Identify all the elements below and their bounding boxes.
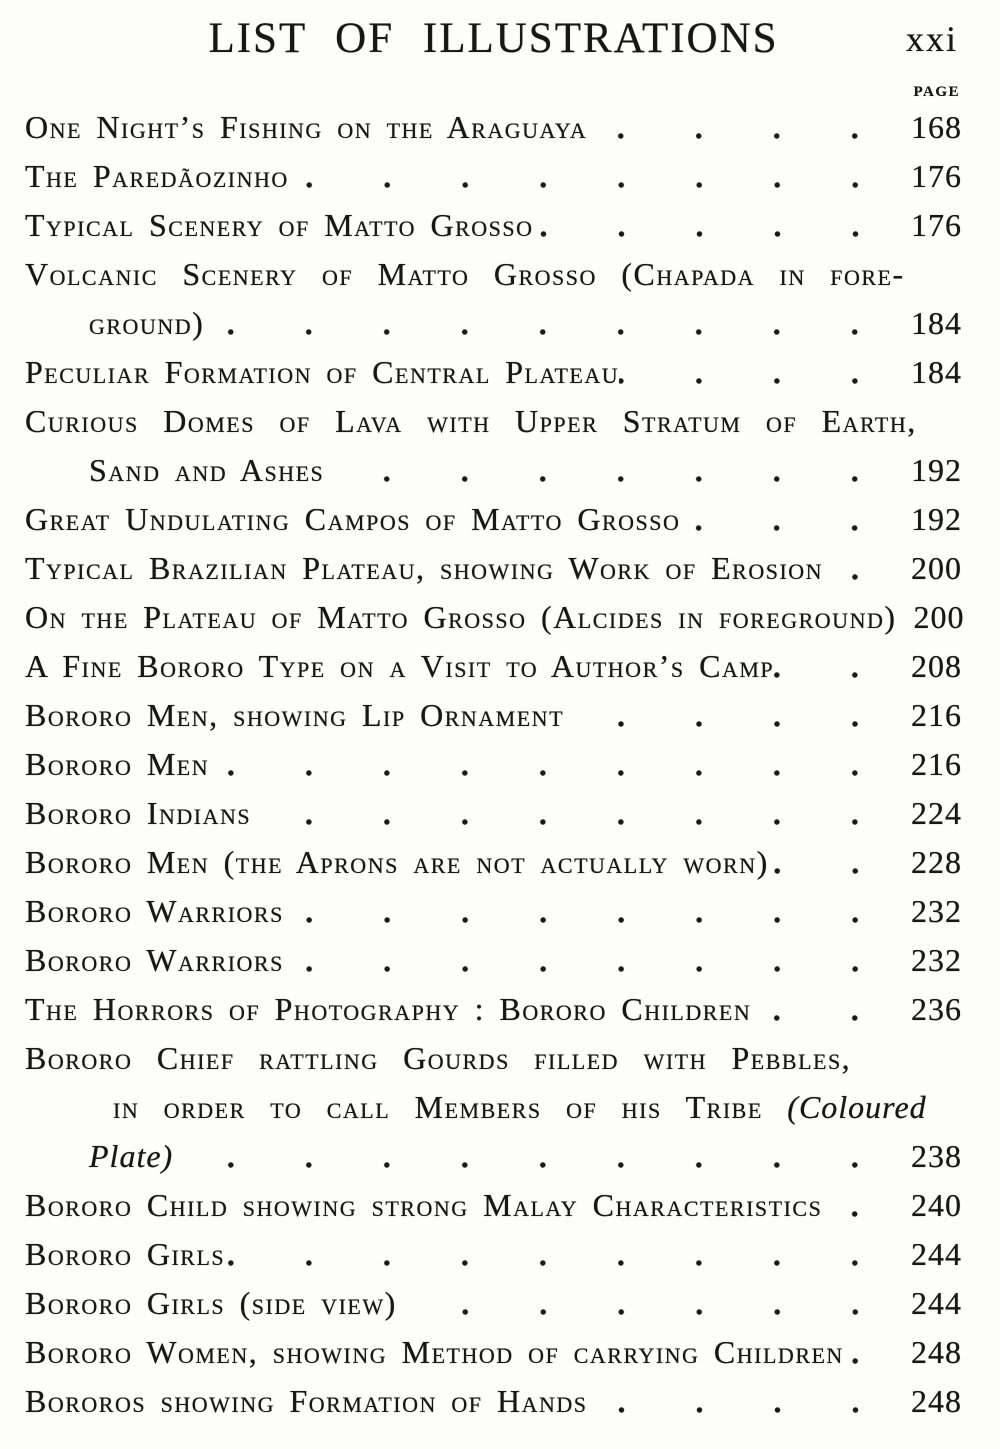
- entry-title: [25, 1377, 588, 1426]
- page-column-header: PAGE: [913, 84, 960, 100]
- entry-title-text: Bororo Men, showing Lip Ornament: [25, 697, 565, 733]
- toc-row: [25, 642, 962, 691]
- dot-leader: [769, 838, 904, 887]
- entry-title: [25, 838, 769, 887]
- toc-row: [25, 152, 962, 201]
- entry-page-number: 232: [911, 942, 962, 978]
- entry-page-number: 232: [911, 893, 962, 929]
- entry-title-text: Great Undulating Campos of Matto Grosso: [25, 501, 681, 537]
- entry-title-text: On the Plateau of Matto Grosso (Alcides in foreground): [25, 599, 897, 635]
- entry-title-text: Sand and Ashes: [89, 452, 325, 488]
- entry-title: [25, 789, 251, 838]
- entry-title-text: Typical Scenery of Matto Grosso: [25, 207, 534, 243]
- entry-title: [25, 642, 774, 691]
- entry-title-text: Bororo Men: [25, 746, 210, 782]
- entry-title-italic: (Coloured: [787, 1089, 927, 1125]
- entry-page-number: 228: [911, 844, 962, 880]
- toc-row: [25, 887, 962, 936]
- entry-page-number: 240: [911, 1187, 962, 1223]
- entry-page-number: 200: [913, 599, 965, 635]
- entry-title: [25, 1279, 397, 1328]
- entry-title-text: Typical Brazilian Plateau, showing Work of Erosion: [25, 550, 824, 586]
- dot-leader: [774, 642, 904, 691]
- dot-leader: [284, 887, 904, 936]
- entry-title: [25, 740, 209, 789]
- entry-title: [25, 348, 619, 397]
- page-header: [25, 10, 962, 68]
- toc-row: [25, 250, 962, 299]
- dot-leader: [680, 495, 904, 544]
- entry-title-text: in order to call Members of his Tribe: [113, 1089, 788, 1125]
- dot-leader: [534, 201, 904, 250]
- entry-title: [25, 397, 917, 446]
- entry-title-text: Bororo Women, showing Method of carrying Children: [25, 1334, 844, 1370]
- entry-title-text: Curious Domes of Lava with Upper Stratum of Earth,: [25, 403, 917, 439]
- toc-row: [25, 348, 962, 397]
- entry-title-italic: Plate): [89, 1138, 174, 1174]
- entry-title: [25, 1181, 822, 1230]
- entry-title-text: Bororos showing Formation of Hands: [25, 1383, 588, 1419]
- dot-leader: [284, 936, 904, 985]
- toc-row: [25, 1181, 962, 1230]
- entry-page-number: 184: [911, 305, 962, 341]
- entry-title-text: The Horrors of Photography : Bororo Children: [25, 991, 752, 1027]
- entry-title-text: One Night’s Fishing on the Araguaya: [25, 109, 588, 145]
- dot-leader: [209, 740, 904, 789]
- entry-page-number: 200: [911, 550, 962, 586]
- toc-row: [25, 495, 962, 544]
- entry-title: [25, 103, 587, 152]
- entry-title-text: The Paredãozinho: [25, 158, 289, 194]
- entry-page-number: 216: [911, 697, 962, 733]
- entry-title-text: Bororo Warriors: [25, 942, 284, 978]
- dot-leader: [897, 593, 907, 642]
- entry-page-number: 208: [911, 648, 962, 684]
- entry-title-text: Bororo Girls: [25, 1236, 226, 1272]
- entry-title-text: ground): [89, 305, 205, 341]
- entry-page-number: 224: [911, 795, 962, 831]
- entry-page-number: 176: [911, 207, 962, 243]
- dot-leader: [822, 1181, 904, 1230]
- entry-title-text: Peculiar Formation of Central Plateau: [25, 354, 620, 390]
- entry-title: [25, 985, 751, 1034]
- dot-leader: [397, 1279, 904, 1328]
- folio-page-number: xxi: [905, 19, 958, 59]
- toc-row: [25, 446, 962, 495]
- entry-page-number: 248: [911, 1383, 962, 1419]
- toc-row: [25, 201, 962, 250]
- entry-page-number: 236: [911, 991, 962, 1027]
- entry-page-number: 244: [911, 1236, 962, 1272]
- entry-page-number: 176: [911, 158, 962, 194]
- entry-title: [25, 152, 289, 201]
- toc-row: [25, 740, 962, 789]
- dot-leader: [173, 1132, 904, 1181]
- entry-title-text: Bororo Warriors: [25, 893, 284, 929]
- entry-title-text: Volcanic Scenery of Matto Grosso (Chapada in fore-: [25, 256, 905, 292]
- illustration-list: [25, 103, 965, 1426]
- entry-title-text: Bororo Girls (side view): [25, 1285, 397, 1321]
- entry-title: [25, 250, 905, 299]
- entry-title: [25, 201, 534, 250]
- entry-page-number: 244: [911, 1285, 962, 1321]
- entry-title: [89, 446, 324, 495]
- entry-title: [25, 495, 680, 544]
- entry-title-text: Bororo Men (the Aprons are not actually worn): [25, 844, 769, 880]
- toc-row: [25, 691, 962, 740]
- entry-title: [25, 1230, 225, 1279]
- entry-title: [113, 1083, 927, 1132]
- toc-row: [25, 544, 962, 593]
- entry-page-number: 192: [911, 501, 962, 537]
- page-title: LIST OF ILLUSTRATIONS: [208, 15, 779, 62]
- entry-title-text: Bororo Chief rattling Gourds filled with Pebbles,: [25, 1040, 852, 1076]
- dot-leader: [823, 544, 904, 593]
- toc-row: [25, 1377, 962, 1426]
- entry-title-text: Bororo Child showing strong Malay Characteristics: [25, 1187, 823, 1223]
- dot-leader: [564, 691, 904, 740]
- toc-row: [25, 838, 962, 887]
- entry-title: [25, 1328, 844, 1377]
- dot-leader: [751, 985, 904, 1034]
- toc-row: [25, 985, 962, 1034]
- dot-leader: [251, 789, 904, 838]
- entry-title: [89, 1132, 173, 1181]
- dot-leader: [587, 103, 904, 152]
- toc-row: [25, 1279, 962, 1328]
- entry-title-text: A Fine Bororo Type on a Visit to Author’s Camp: [25, 648, 775, 684]
- dot-leader: [619, 348, 904, 397]
- toc-row: [25, 789, 962, 838]
- dot-leader: [324, 446, 904, 495]
- toc-row: [25, 299, 962, 348]
- entry-title: [25, 544, 823, 593]
- entry-page-number: 184: [911, 354, 962, 390]
- dot-leader: [225, 1230, 904, 1279]
- entry-page-number: 238: [911, 1138, 962, 1174]
- entry-title: [25, 691, 564, 740]
- entry-title: [25, 936, 284, 985]
- entry-page-number: 192: [911, 452, 962, 488]
- toc-row: [25, 1132, 962, 1181]
- toc-row: [25, 593, 965, 642]
- dot-leader: [844, 1328, 904, 1377]
- dot-leader: [588, 1377, 904, 1426]
- toc-row: [25, 1328, 962, 1377]
- toc-row: [25, 103, 962, 152]
- dot-leader: [289, 152, 904, 201]
- entry-title-text: Bororo Indians: [25, 795, 252, 831]
- toc-row: [25, 1083, 962, 1132]
- entry-page-number: 168: [911, 109, 962, 145]
- entry-page-number: 248: [911, 1334, 962, 1370]
- toc-row: [25, 936, 962, 985]
- entry-title: [25, 593, 897, 642]
- dot-leader: [204, 299, 904, 348]
- entry-title: [89, 299, 204, 348]
- toc-row: [25, 1034, 962, 1083]
- toc-row: [25, 1230, 962, 1279]
- entry-title: [25, 1034, 851, 1083]
- entry-title: [25, 887, 284, 936]
- toc-row: [25, 397, 962, 446]
- entry-page-number: 216: [911, 746, 962, 782]
